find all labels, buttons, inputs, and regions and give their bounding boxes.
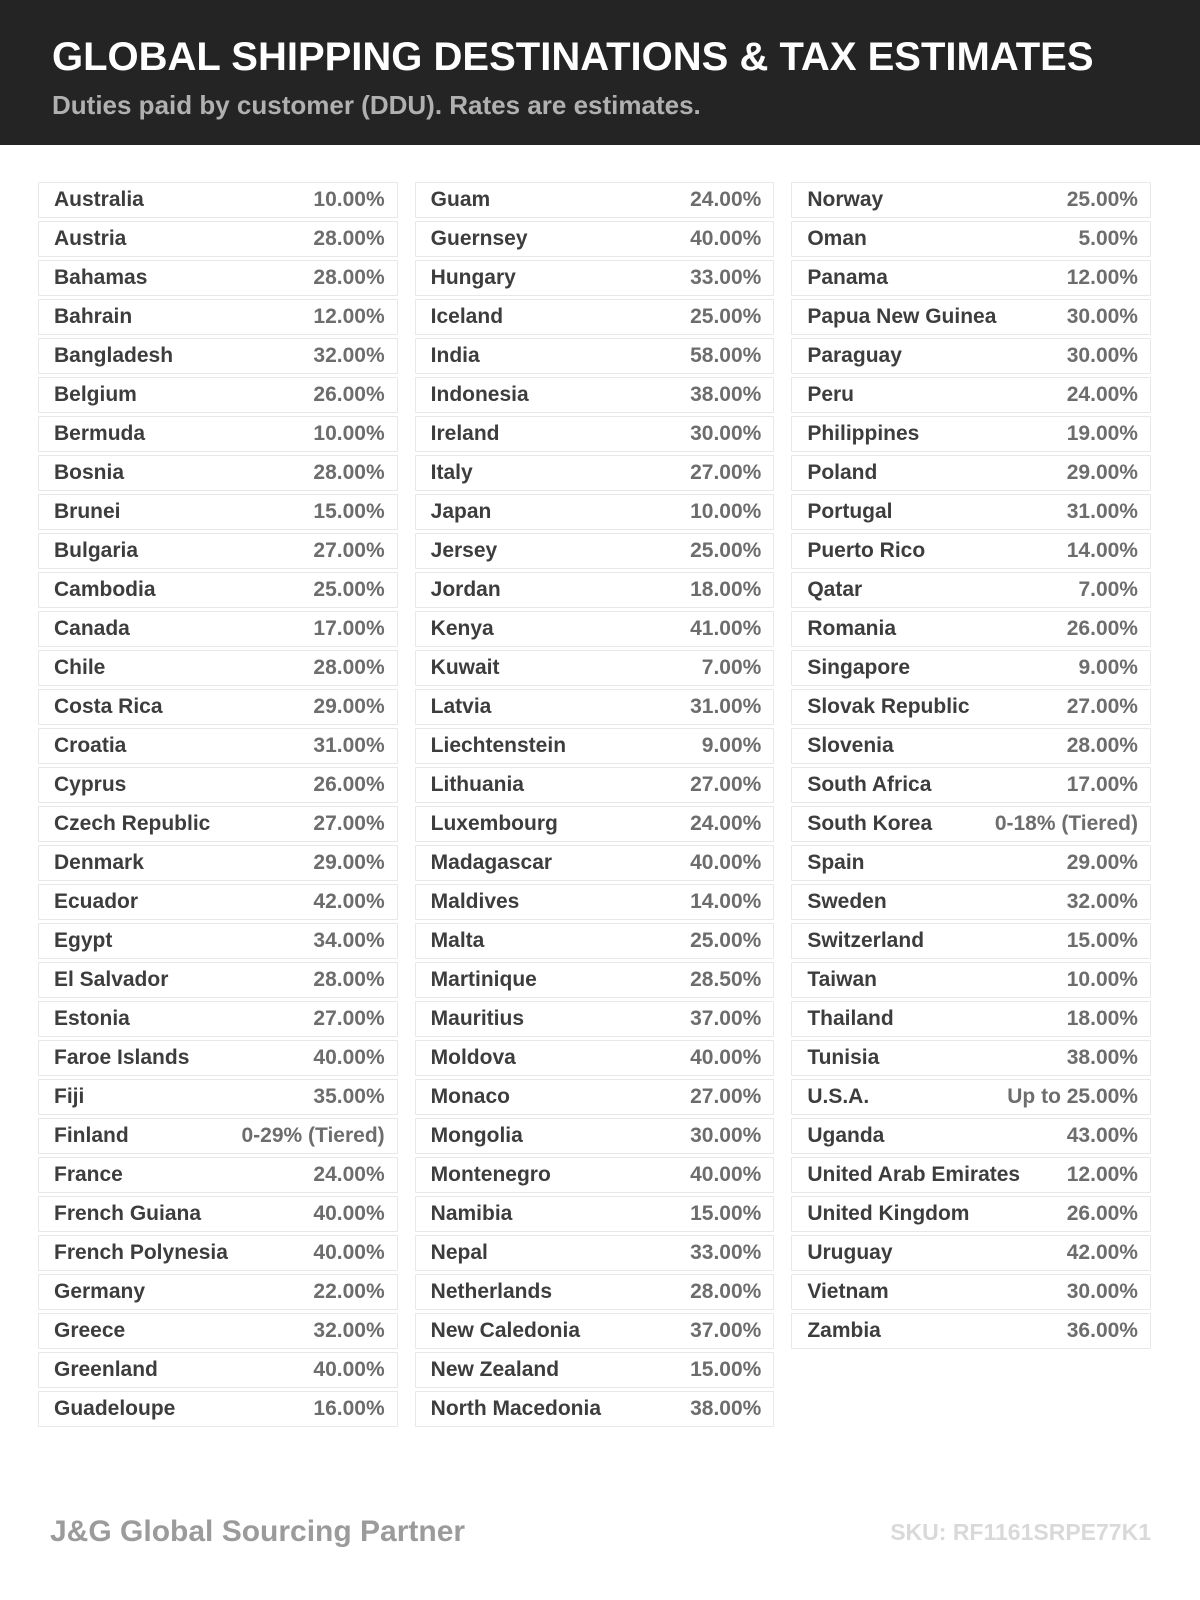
tax-rate-value: 0-18% (Tiered) — [994, 812, 1138, 835]
table-row — [38, 845, 398, 881]
country-name: Jersey — [430, 539, 498, 562]
tax-rate-value: 27.00% — [690, 461, 762, 484]
tax-rate-value: 14.00% — [1066, 539, 1138, 562]
country-name: Bangladesh — [54, 344, 174, 367]
tax-rate-value: 7.00% — [701, 656, 762, 679]
table-row — [415, 923, 775, 959]
tax-rate-value: 18.00% — [690, 578, 762, 601]
country-name: Panama — [807, 266, 888, 289]
tax-rate-value: 40.00% — [690, 227, 762, 250]
tax-rate-value: 32.00% — [1066, 890, 1138, 913]
tax-rate-value: 26.00% — [1066, 1202, 1138, 1225]
table-row — [38, 962, 398, 998]
country-name: Vietnam — [807, 1280, 889, 1303]
tax-rate-value: 27.00% — [1066, 695, 1138, 718]
tax-rate-value: 16.00% — [313, 1397, 385, 1420]
tax-rate-value: 30.00% — [1066, 344, 1138, 367]
tax-rate-value: 41.00% — [690, 617, 762, 640]
table-row — [38, 572, 398, 608]
table-row — [415, 689, 775, 725]
country-name: Indonesia — [430, 383, 529, 406]
country-name: U.S.A. — [807, 1085, 870, 1108]
table-row — [38, 923, 398, 959]
page-header — [0, 0, 1200, 145]
tax-rate-value: 10.00% — [690, 500, 762, 523]
country-name: Czech Republic — [54, 812, 211, 835]
table-row — [415, 1196, 775, 1232]
tax-rate-value: 18.00% — [1066, 1007, 1138, 1030]
tax-rate-value: 33.00% — [690, 266, 762, 289]
tax-rate-value: 26.00% — [313, 383, 385, 406]
table-row — [38, 1196, 398, 1232]
table-row — [38, 416, 398, 452]
country-name: Kenya — [430, 617, 494, 640]
table-row — [38, 1079, 398, 1115]
country-name: Hungary — [430, 266, 516, 289]
table-row — [38, 767, 398, 803]
country-name: Australia — [54, 188, 144, 211]
country-name: North Macedonia — [430, 1397, 602, 1420]
country-name: Ireland — [430, 422, 500, 445]
country-name: Switzerland — [807, 929, 925, 952]
tax-rate-value: 42.00% — [1066, 1241, 1138, 1264]
country-name: Liechtenstein — [430, 734, 567, 757]
tax-rate-value: 28.00% — [313, 968, 385, 991]
table-row — [415, 338, 775, 374]
tax-rate-value: 25.00% — [690, 929, 762, 952]
table-row — [791, 806, 1151, 842]
table-row — [791, 1274, 1151, 1310]
tax-rate-value: 9.00% — [701, 734, 762, 757]
country-name: Guam — [430, 188, 491, 211]
tax-rate-value: 37.00% — [690, 1319, 762, 1342]
table-row — [415, 1313, 775, 1349]
tax-rate-value: 27.00% — [313, 812, 385, 835]
country-name: Bulgaria — [54, 539, 139, 562]
country-name: Malta — [430, 929, 485, 952]
country-name: Mauritius — [430, 1007, 524, 1030]
country-name: Singapore — [807, 656, 911, 679]
table-row — [791, 455, 1151, 491]
table-row — [415, 962, 775, 998]
table-row — [415, 299, 775, 335]
tax-rate-value: 40.00% — [690, 1163, 762, 1186]
table-row — [38, 1274, 398, 1310]
tax-rate-value: 17.00% — [1066, 773, 1138, 796]
table-row — [791, 962, 1151, 998]
tax-rate-value: 30.00% — [1066, 1280, 1138, 1303]
table-row — [38, 1235, 398, 1271]
table-row — [791, 377, 1151, 413]
table-row — [415, 533, 775, 569]
country-name: Montenegro — [430, 1163, 551, 1186]
table-row — [38, 1352, 398, 1388]
table-row — [38, 650, 398, 686]
table-row — [791, 923, 1151, 959]
country-name: Taiwan — [807, 968, 877, 991]
tax-rate-table — [38, 182, 1151, 1430]
country-name: France — [54, 1163, 123, 1186]
table-row — [38, 1157, 398, 1193]
table-row — [791, 260, 1151, 296]
tax-rate-value: 10.00% — [313, 188, 385, 211]
tax-rate-value: 28.00% — [313, 266, 385, 289]
table-row — [791, 1001, 1151, 1037]
tax-rate-value: 40.00% — [690, 1046, 762, 1069]
tax-rate-value: 25.00% — [313, 578, 385, 601]
table-row — [415, 650, 775, 686]
table-row — [38, 1040, 398, 1076]
table-row — [791, 1235, 1151, 1271]
country-name: Papua New Guinea — [807, 305, 997, 328]
country-name: Uganda — [807, 1124, 885, 1147]
country-name: South Africa — [807, 773, 932, 796]
table-row — [38, 260, 398, 296]
table-column-2 — [415, 182, 775, 1430]
brand-name: J&G Global Sourcing Partner — [50, 1515, 466, 1548]
table-row — [791, 338, 1151, 374]
tax-rate-value: 31.00% — [690, 695, 762, 718]
country-name: Faroe Islands — [54, 1046, 190, 1069]
tax-rate-value: 31.00% — [1066, 500, 1138, 523]
country-name: Nepal — [430, 1241, 488, 1264]
country-name: French Polynesia — [54, 1241, 228, 1264]
country-name: Romania — [807, 617, 897, 640]
country-name: Cyprus — [54, 773, 127, 796]
country-name: Oman — [807, 227, 867, 250]
tax-rate-value: 10.00% — [313, 422, 385, 445]
table-row — [791, 182, 1151, 218]
table-row — [38, 533, 398, 569]
table-row — [38, 728, 398, 764]
country-name: New Zealand — [430, 1358, 560, 1381]
tax-rate-value: 9.00% — [1078, 656, 1138, 679]
country-name: Croatia — [54, 734, 127, 757]
table-row — [415, 260, 775, 296]
tax-rate-value: 40.00% — [313, 1046, 385, 1069]
tax-rate-value: 26.00% — [1066, 617, 1138, 640]
country-name: Belgium — [54, 383, 137, 406]
tax-rate-value: 38.00% — [1066, 1046, 1138, 1069]
country-name: Iceland — [430, 305, 504, 328]
table-row — [791, 650, 1151, 686]
tax-rate-value: 34.00% — [313, 929, 385, 952]
table-row — [38, 455, 398, 491]
table-row — [38, 689, 398, 725]
country-name: Bahrain — [54, 305, 133, 328]
table-column-1 — [38, 182, 398, 1430]
table-row — [38, 884, 398, 920]
table-row — [791, 494, 1151, 530]
country-name: Jordan — [430, 578, 501, 601]
tax-rate-value: 29.00% — [1066, 461, 1138, 484]
country-name: Monaco — [430, 1085, 510, 1108]
country-name: Denmark — [54, 851, 144, 874]
table-row — [415, 1001, 775, 1037]
tax-rate-value: 25.00% — [690, 539, 762, 562]
country-name: Luxembourg — [430, 812, 558, 835]
tax-rate-value: 28.00% — [313, 461, 385, 484]
country-name: Puerto Rico — [807, 539, 926, 562]
tax-rate-value: 30.00% — [1066, 305, 1138, 328]
tax-rate-value: 38.00% — [690, 1397, 762, 1420]
tax-rate-value: 12.00% — [1066, 1163, 1138, 1186]
table-row — [791, 1040, 1151, 1076]
country-name: New Caledonia — [430, 1319, 581, 1342]
table-row — [791, 728, 1151, 764]
table-row — [415, 455, 775, 491]
tax-rate-value: 15.00% — [690, 1202, 762, 1225]
tax-rate-value: 17.00% — [313, 617, 385, 640]
country-name: Bosnia — [54, 461, 125, 484]
table-row — [791, 767, 1151, 803]
tax-rate-value: 14.00% — [690, 890, 762, 913]
table-row — [415, 416, 775, 452]
country-name: Netherlands — [430, 1280, 553, 1303]
table-row — [415, 1157, 775, 1193]
table-row — [415, 1079, 775, 1115]
tax-rate-value: 15.00% — [1066, 929, 1138, 952]
country-name: Guernsey — [430, 227, 528, 250]
country-name: Lithuania — [430, 773, 524, 796]
sku-label: SKU: RF1161SRPE77K1 — [890, 1518, 1151, 1545]
table-row — [415, 806, 775, 842]
tax-rate-value: 37.00% — [690, 1007, 762, 1030]
country-name: Norway — [807, 188, 884, 211]
table-row — [415, 1274, 775, 1310]
table-column-3 — [791, 182, 1151, 1352]
table-row — [38, 377, 398, 413]
tax-rate-value: 28.50% — [690, 968, 762, 991]
table-row — [791, 1079, 1151, 1115]
tax-rate-value: 40.00% — [313, 1241, 385, 1264]
country-name: Portugal — [807, 500, 893, 523]
country-name: Ecuador — [54, 890, 139, 913]
country-name: Peru — [807, 383, 855, 406]
table-row — [415, 728, 775, 764]
tax-rate-value: 30.00% — [690, 1124, 762, 1147]
table-row — [415, 845, 775, 881]
tax-rate-value: 40.00% — [313, 1202, 385, 1225]
tax-rate-value: 27.00% — [313, 539, 385, 562]
table-row — [791, 845, 1151, 881]
table-row — [415, 572, 775, 608]
country-name: Chile — [54, 656, 106, 679]
country-name: Slovak Republic — [807, 695, 970, 718]
country-name: Greece — [54, 1319, 126, 1342]
country-name: Zambia — [807, 1319, 881, 1342]
tax-rate-value: 22.00% — [313, 1280, 385, 1303]
tax-rate-value: 42.00% — [313, 890, 385, 913]
tax-rate-value: 40.00% — [313, 1358, 385, 1381]
table-row — [415, 767, 775, 803]
tax-rate-value: 12.00% — [1066, 266, 1138, 289]
country-name: Estonia — [54, 1007, 130, 1030]
country-name: Mongolia — [430, 1124, 523, 1147]
country-name: Japan — [430, 500, 492, 523]
tax-rate-value: 36.00% — [1066, 1319, 1138, 1342]
tax-rate-value: 29.00% — [313, 695, 385, 718]
table-row — [415, 1235, 775, 1271]
table-row — [38, 494, 398, 530]
tax-rate-value: 27.00% — [690, 1085, 762, 1108]
table-row — [38, 1391, 398, 1427]
country-name: Bahamas — [54, 266, 148, 289]
country-name: Madagascar — [430, 851, 553, 874]
table-row — [38, 611, 398, 647]
country-name: Tunisia — [807, 1046, 880, 1069]
tax-rate-value: 28.00% — [313, 656, 385, 679]
table-row — [791, 884, 1151, 920]
table-row — [38, 1001, 398, 1037]
country-name: Spain — [807, 851, 865, 874]
tax-rate-value: 40.00% — [690, 851, 762, 874]
country-name: United Kingdom — [807, 1202, 970, 1225]
page-title: GLOBAL SHIPPING DESTINATIONS & TAX ESTIMATES — [52, 35, 1094, 79]
country-name: Germany — [54, 1280, 146, 1303]
tax-rate-value: 15.00% — [313, 500, 385, 523]
country-name: Poland — [807, 461, 878, 484]
country-name: Qatar — [807, 578, 863, 601]
tax-rate-value: 31.00% — [313, 734, 385, 757]
table-row — [415, 221, 775, 257]
table-row — [38, 338, 398, 374]
tax-rate-value: 24.00% — [1066, 383, 1138, 406]
country-name: French Guiana — [54, 1202, 202, 1225]
tax-rate-value: 33.00% — [690, 1241, 762, 1264]
country-name: Italy — [430, 461, 473, 484]
country-name: Kuwait — [430, 656, 500, 679]
table-row — [791, 1196, 1151, 1232]
country-name: Fiji — [54, 1085, 85, 1108]
country-name: Paraguay — [807, 344, 902, 367]
tax-rate-value: 38.00% — [690, 383, 762, 406]
tax-rate-value: Up to 25.00% — [1007, 1085, 1138, 1108]
table-row — [415, 182, 775, 218]
tax-rate-value: 32.00% — [313, 1319, 385, 1342]
tax-rate-value: 7.00% — [1078, 578, 1138, 601]
country-name: Costa Rica — [54, 695, 163, 718]
country-name: Greenland — [54, 1358, 158, 1381]
country-name: Thailand — [807, 1007, 894, 1030]
country-name: Canada — [54, 617, 130, 640]
country-name: Cambodia — [54, 578, 156, 601]
table-row — [38, 182, 398, 218]
country-name: South Korea — [807, 812, 933, 835]
table-row — [38, 806, 398, 842]
tax-rate-value: 29.00% — [1066, 851, 1138, 874]
table-row — [415, 1391, 775, 1427]
page-subtitle: Duties paid by customer (DDU). Rates are estimates. — [52, 90, 701, 120]
country-name: Martinique — [430, 968, 537, 991]
tax-rate-value: 24.00% — [313, 1163, 385, 1186]
tax-rate-value: 27.00% — [690, 773, 762, 796]
country-name: Austria — [54, 227, 127, 250]
table-row — [791, 611, 1151, 647]
tax-rate-value: 43.00% — [1066, 1124, 1138, 1147]
tax-rate-value: 26.00% — [313, 773, 385, 796]
country-name: Slovenia — [807, 734, 894, 757]
country-name: United Arab Emirates — [807, 1163, 1021, 1186]
tax-rate-value: 5.00% — [1078, 227, 1138, 250]
tax-rate-value: 24.00% — [690, 812, 762, 835]
table-row — [791, 533, 1151, 569]
table-row — [791, 689, 1151, 725]
country-name: Philippines — [807, 422, 920, 445]
table-row — [791, 1313, 1151, 1349]
tax-rate-value: 35.00% — [313, 1085, 385, 1108]
country-name: Moldova — [430, 1046, 516, 1069]
table-row — [791, 572, 1151, 608]
table-row — [791, 299, 1151, 335]
country-name: Finland — [54, 1124, 129, 1147]
country-name: Latvia — [430, 695, 492, 718]
table-row — [415, 377, 775, 413]
table-row — [38, 1118, 398, 1154]
tax-rate-value: 0-29% (Tiered) — [241, 1124, 385, 1147]
table-row — [415, 611, 775, 647]
tax-rate-value: 30.00% — [690, 422, 762, 445]
table-row — [38, 221, 398, 257]
country-name: Brunei — [54, 500, 121, 523]
tax-rate-value: 12.00% — [313, 305, 385, 328]
country-name: Uruguay — [807, 1241, 893, 1264]
table-row — [791, 1157, 1151, 1193]
tax-rate-value: 10.00% — [1066, 968, 1138, 991]
tax-rate-value: 27.00% — [313, 1007, 385, 1030]
tax-rate-value: 24.00% — [690, 188, 762, 211]
table-row — [415, 1040, 775, 1076]
table-row — [415, 1352, 775, 1388]
country-name: Egypt — [54, 929, 113, 952]
tax-rate-value: 28.00% — [1066, 734, 1138, 757]
table-row — [415, 884, 775, 920]
tax-rate-value: 32.00% — [313, 344, 385, 367]
table-row — [791, 416, 1151, 452]
tax-rate-value: 28.00% — [313, 227, 385, 250]
country-name: Guadeloupe — [54, 1397, 176, 1420]
page-footer — [50, 1515, 1151, 1549]
table-row — [791, 1118, 1151, 1154]
country-name: India — [430, 344, 480, 367]
table-row — [415, 1118, 775, 1154]
tax-rate-value: 25.00% — [1066, 188, 1138, 211]
table-row — [791, 221, 1151, 257]
tax-rate-value: 25.00% — [690, 305, 762, 328]
table-row — [38, 1313, 398, 1349]
country-name: Maldives — [430, 890, 520, 913]
tax-rate-value: 15.00% — [690, 1358, 762, 1381]
country-name: Sweden — [807, 890, 887, 913]
country-name: El Salvador — [54, 968, 169, 991]
tax-rate-value: 58.00% — [690, 344, 762, 367]
tax-rate-value: 19.00% — [1066, 422, 1138, 445]
table-row — [38, 299, 398, 335]
table-row — [415, 494, 775, 530]
tax-rate-value: 28.00% — [690, 1280, 762, 1303]
country-name: Namibia — [430, 1202, 513, 1225]
country-name: Bermuda — [54, 422, 146, 445]
tax-rate-value: 29.00% — [313, 851, 385, 874]
